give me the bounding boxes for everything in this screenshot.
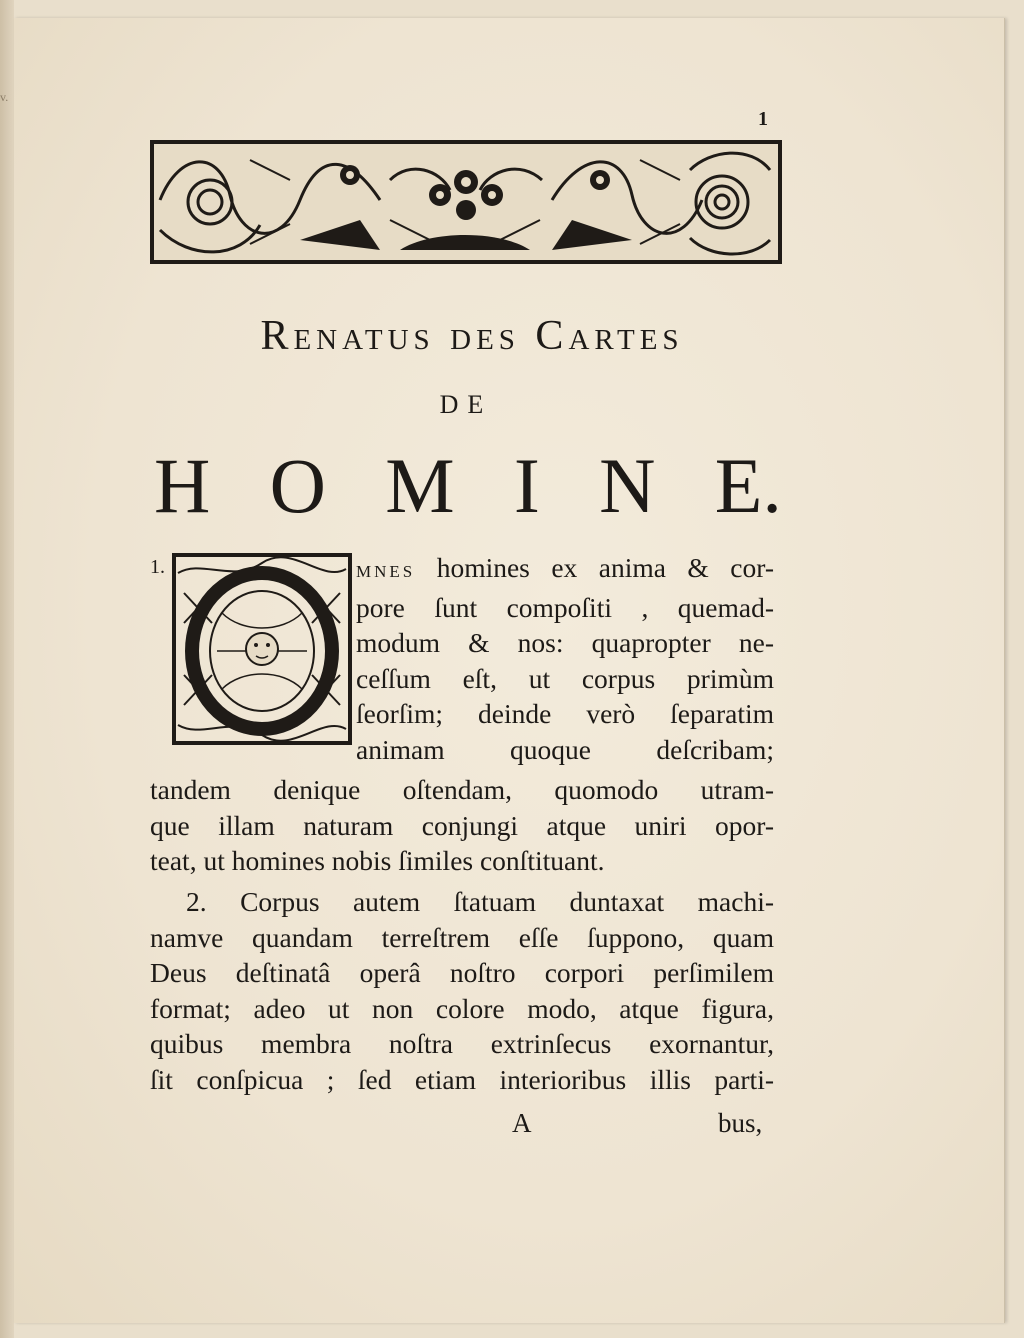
text-line: pore ſunt compoſiti , quemad-: [356, 591, 774, 623]
opening-caps: MNES: [356, 562, 416, 581]
decorated-initial: [172, 553, 352, 745]
text-line: animam quoque deſcribam;: [356, 733, 774, 765]
title-de: DE: [439, 390, 493, 419]
text-line: ſeorſim; deinde verò ſeparatim: [356, 698, 774, 730]
title-letter: M: [385, 442, 455, 529]
paragraph1-full-lines: [150, 772, 774, 879]
text-line: teat, ut homines nobis ſimiles conſtituant.: [150, 845, 605, 877]
text-line: 2. Corpus autem ſtatuam duntaxat machi-: [186, 886, 774, 917]
margin-mark: v.: [0, 90, 9, 104]
signature-mark: A: [512, 1108, 532, 1138]
title-author: Renatus des Cartes: [260, 313, 684, 359]
headpiece-ornament-icon: [150, 140, 782, 264]
ornamental-headpiece: [150, 140, 782, 264]
text-line: quibus membra noſtra extrinſecus exornantur,: [150, 1028, 774, 1060]
title-homine: [154, 440, 782, 532]
text-line: ſit conſpicua ; ſed etiam interioribus illis parti-: [150, 1063, 774, 1095]
title-letter: O: [269, 442, 326, 529]
title-letter: H: [154, 442, 211, 529]
page-number: 1: [758, 108, 768, 130]
decorated-initial-o-icon: [172, 553, 352, 745]
text-line: ceſſum eſt, ut corpus primùm: [356, 662, 774, 694]
paragraph2: [150, 884, 774, 1098]
title-letter: E.: [714, 442, 782, 529]
text-line: format; adeo ut non colore modo, atque figura,: [150, 992, 774, 1024]
title-letter: I: [513, 442, 540, 529]
paragraph-number: 1.: [150, 556, 165, 578]
catchword: bus,: [718, 1108, 763, 1138]
text-line: tandem denique oſtendam, quomodo utram-: [150, 774, 774, 805]
paragraph1-narrow-lines: [356, 550, 774, 768]
text-line: namve quandam terreſtrem eſſe ſuppono, quam: [150, 921, 774, 953]
title-letter: N: [599, 442, 656, 529]
text-line: Deus deſtinatâ operâ noſtro corpori perſimilem: [150, 957, 774, 989]
text-line: que illam naturam conjungi atque uniri opor-: [150, 809, 774, 841]
text-line: modum & nos: quapropter ne-: [356, 627, 774, 659]
text-line: [356, 550, 774, 590]
previous-page-edge: [0, 0, 14, 1338]
text-line-rest: homines ex anima & cor-: [415, 552, 774, 583]
